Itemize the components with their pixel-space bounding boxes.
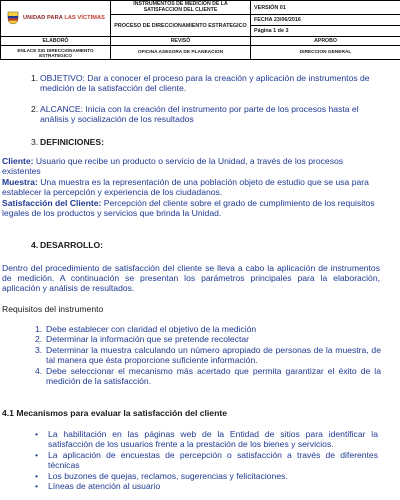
val-elaboro: ENLACE SIG DIRECCIONAMIENTO ESTRATEGICO xyxy=(1,46,111,60)
col-reviso: REVISÓ xyxy=(111,37,251,46)
definition-satisfaccion: Satisfacción del Cliente: Percepción del cliente sobre el grado de cumplimiento de los requisitos legales de los productos y servicios que brinda la Unidad. xyxy=(2,198,375,219)
document-header xyxy=(0,0,400,64)
unidad-victimas-logo: UNIDAD PARA LAS VÍCTIMAS xyxy=(6,11,105,25)
mecanismo-item: • La habilitación en las páginas web de la Entidad de sitios para identificar la satisfacción de los usuarios frente a la prestación de los bienes y servicios. xyxy=(35,429,378,450)
mecanismo-item: • Líneas de atención al usuario xyxy=(35,481,161,491)
col-elaboro: ELABORÓ xyxy=(1,37,111,46)
process-name: PROCESO DE DIRECCIONAMIENTO ESTRATEGICO xyxy=(111,15,251,37)
section-number: 3. xyxy=(31,137,39,147)
objetivo-text: OBJETIVO: Dar a conocer el proceso para la creación y aplicación de instrumentos de medición de la satisfacción del cliente. xyxy=(40,73,370,94)
requisitos-title: Requisitos del instrumento xyxy=(2,304,104,314)
version-cell: VERSIÓN 01 xyxy=(251,1,400,15)
colombia-shield-icon xyxy=(6,11,20,25)
val-aprobo: DIRECCION GENERAL xyxy=(251,46,400,60)
definiciones-title: DEFINICIONES: xyxy=(40,137,104,147)
definition-muestra: Muestra: Una muestra es la representación de una población objeto de estudio que se usa para establecer la percepción y experiencia de los ciudadanos. xyxy=(2,177,369,198)
page-number: Página 1 de 3 xyxy=(251,26,400,37)
col-aprobo: APROBO xyxy=(251,37,400,46)
section-number: 1. xyxy=(31,73,39,83)
mecanismo-item: • Los buzones de quejas, reclamos, sugerencias y felicitaciones. xyxy=(35,471,288,481)
alcance-text: ALCANCE: Inicia con la creación del instrumento por parte de los procesos hasta el análisis y socialización de los resultados xyxy=(40,104,359,125)
header-table xyxy=(0,0,400,60)
desarrollo-title: DESARROLLO: xyxy=(40,240,104,250)
section-number: 4. xyxy=(31,240,39,250)
date-cell: FECHA 23/06/2016 xyxy=(251,15,400,26)
mecanismo-item: • La aplicación de encuestas de percepción o satisfacción a través de diferentes técnicas xyxy=(35,450,378,471)
logo-cell xyxy=(1,1,111,37)
val-reviso: OFICINA ASESORA DE PLANEACION xyxy=(111,46,251,60)
definition-cliente: Cliente: Usuario que recibe un producto o servicio de la Unidad, a través de los procesos existentes xyxy=(2,156,344,177)
section-number: 2. xyxy=(31,104,39,114)
desarrollo-text: Dentro del procedimiento de satisfacción del cliente se lleva a cabo la aplicación de instrumentos de medición. A continuación se presentan los parámetros principales para la elaboración, aplicación y análisis de resultados. xyxy=(2,263,380,294)
document-title: INSTRUMENTOS DE MEDICION DE LA SATISFACCION DEL CLIENTE xyxy=(111,1,251,15)
mecanismos-title: 4.1 Mecanismos para evaluar la satisfacción del cliente xyxy=(2,408,227,418)
